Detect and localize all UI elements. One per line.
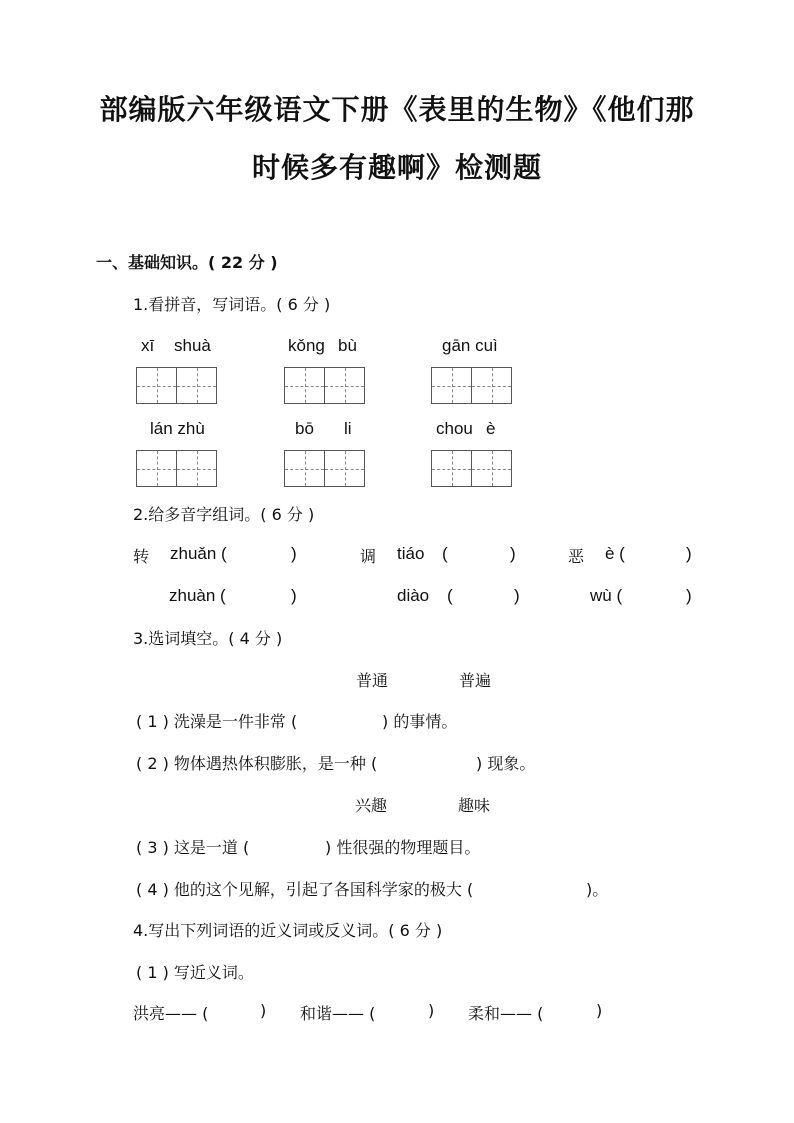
word-option-4: 趣味: [458, 796, 491, 815]
grid-cell[interactable]: [431, 367, 472, 404]
word-option-2: 普遍: [459, 671, 492, 690]
writing-grid-2[interactable]: [284, 367, 364, 403]
polyphone-2-reading-1: tiáo: [397, 544, 425, 563]
writing-grid-6[interactable]: [431, 450, 511, 486]
sentence-2-end: ) 现象。: [476, 754, 536, 773]
polyphone-char-1: 转: [133, 547, 150, 566]
polyphone-char-2: 调: [360, 547, 377, 566]
pinyin-5a: bō: [295, 419, 314, 438]
question-3-prompt: 3.选词填空。( 4 分 ): [133, 629, 283, 648]
question-4-prompt: 4.写出下列词语的近义词或反义词。( 6 分 ): [133, 921, 443, 940]
grid-cell[interactable]: [324, 367, 365, 404]
pinyin-1b: shuà: [174, 336, 211, 355]
pinyin-5b: li: [344, 419, 352, 438]
synonym-word-3: 柔和—— (: [468, 1004, 544, 1023]
writing-grid-5[interactable]: [284, 450, 364, 486]
sentence-1-end: ) 的事情。: [382, 712, 458, 731]
pinyin-4: lán zhù: [150, 419, 205, 438]
word-option-1: 普通: [356, 671, 389, 690]
synonym-close-2: ): [428, 1001, 435, 1020]
sentence-3-end: ) 性很强的物理题目。: [325, 838, 481, 857]
question-2-prompt: 2.给多音字组词。( 6 分 ): [133, 505, 315, 524]
question-1-prompt: 1.看拼音，写词语。( 6 分 ): [133, 295, 331, 314]
page-title-line-1: 部编版六年级语文下册《表里的生物》《他们那: [99, 93, 695, 126]
grid-cell[interactable]: [136, 450, 177, 487]
polyphone-3-close-2: ): [686, 586, 692, 605]
polyphone-1-reading-1: zhuǎn (: [170, 544, 227, 563]
synonym-close-1: ): [260, 1001, 267, 1020]
section-heading: 一、基础知识。( 22 分 ): [96, 253, 278, 272]
synonym-close-3: ): [596, 1001, 603, 1020]
grid-cell[interactable]: [431, 450, 472, 487]
sentence-3-start: ( 3 ) 这是一道 (: [136, 838, 250, 857]
synonym-subheading: ( 1 ) 写近义词。: [136, 963, 254, 982]
grid-cell[interactable]: [176, 367, 217, 404]
polyphone-1-reading-2: zhuàn (: [169, 586, 226, 605]
grid-cell[interactable]: [284, 450, 325, 487]
grid-cell[interactable]: [136, 367, 177, 404]
writing-grid-4[interactable]: [136, 450, 216, 486]
pinyin-2b: bù: [338, 336, 357, 355]
pinyin-6a: chou: [436, 419, 473, 438]
grid-cell[interactable]: [284, 367, 325, 404]
grid-cell[interactable]: [324, 450, 365, 487]
page-title-line-2: 时候多有趣啊》检测题: [251, 151, 542, 184]
grid-cell[interactable]: [176, 450, 217, 487]
grid-cell[interactable]: [471, 367, 512, 404]
sentence-1-start: ( 1 ) 洗澡是一件非常 (: [136, 712, 298, 731]
synonym-word-2: 和谐—— (: [300, 1004, 376, 1023]
writing-grid-3[interactable]: [431, 367, 511, 403]
polyphone-2-close-1: ): [510, 544, 516, 563]
polyphone-3-reading-1: è (: [605, 544, 625, 563]
polyphone-2-close-2: ): [514, 586, 520, 605]
synonym-word-1: 洪亮—— (: [133, 1004, 209, 1023]
polyphone-2-open-2: (: [447, 586, 453, 605]
sentence-2-start: ( 2 ) 物体遇热体积膨胀，是一种 (: [136, 754, 378, 773]
sentence-4-end: )。: [586, 880, 609, 899]
pinyin-1a: xī: [141, 336, 155, 355]
polyphone-3-close-1: ): [686, 544, 692, 563]
pinyin-2a: kǒng: [288, 336, 325, 355]
word-option-3: 兴趣: [355, 796, 388, 815]
pinyin-3: gān cuì: [442, 336, 498, 355]
polyphone-2-open-1: (: [442, 544, 448, 563]
writing-grid-1[interactable]: [136, 367, 216, 403]
pinyin-6b: è: [486, 419, 496, 438]
polyphone-char-3: 恶: [568, 547, 585, 566]
polyphone-1-close-1: ): [291, 544, 297, 563]
polyphone-1-close-2: ): [291, 586, 297, 605]
sentence-4-start: ( 4 ) 他的这个见解，引起了各国科学家的极大 (: [136, 880, 474, 899]
polyphone-2-reading-2: diào: [397, 586, 430, 605]
grid-cell[interactable]: [471, 450, 512, 487]
polyphone-3-reading-2: wù (: [590, 586, 623, 605]
